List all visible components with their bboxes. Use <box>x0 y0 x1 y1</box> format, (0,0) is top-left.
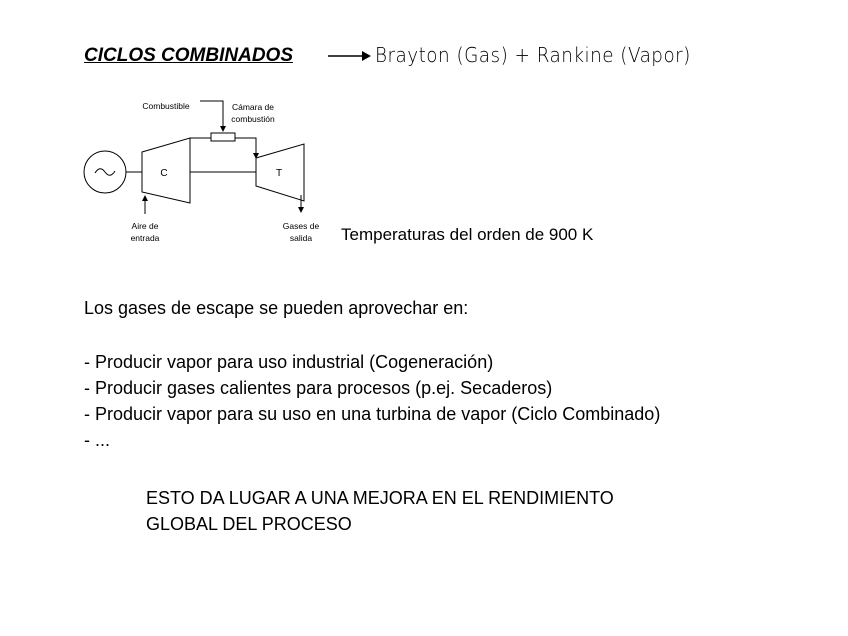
exhaust-label-line1: Gases de <box>282 221 320 231</box>
chamber-label-line2: combustión <box>231 114 275 124</box>
uses-list <box>84 349 660 453</box>
arrow-right-icon <box>326 48 372 64</box>
handwritten-note: Brayton (Gas) + Rankine (Vapor) <box>375 43 691 67</box>
temperature-note: Temperaturas del orden de 900 K <box>341 225 594 244</box>
list-item: - ... <box>84 430 110 450</box>
compressor-label: C <box>160 168 168 179</box>
gas-turbine-diagram <box>78 95 338 250</box>
turbine-label: T <box>275 168 283 179</box>
generator-icon <box>84 151 126 193</box>
fuel-label: Combustible <box>142 101 190 111</box>
conclusion-line-2: GLOBAL DEL PROCESO <box>146 514 352 534</box>
list-item: - Producir gases calientes para procesos (p.ej. Secaderos) <box>84 378 553 398</box>
conclusion-line-1: ESTO DA LUGAR A UNA MEJORA EN EL RENDIMIENTO <box>146 488 614 508</box>
conclusion <box>146 485 614 537</box>
chamber-label-line1: Cámara de <box>231 102 275 112</box>
air-inlet-label-line1: Aire de <box>131 221 159 231</box>
combustion-chamber <box>211 133 235 141</box>
list-item: - Producir vapor para su uso en una turbina de vapor (Ciclo Combinado) <box>84 404 661 424</box>
intro-text: Los gases de escape se pueden aprovechar en: <box>84 298 469 318</box>
exhaust-label-line2: salida <box>289 233 313 243</box>
page-title: CICLOS COMBINADOS <box>84 45 293 66</box>
air-inlet-label-line2: entrada <box>130 233 160 243</box>
list-item: - Producir vapor para uso industrial (Cogeneración) <box>84 352 494 372</box>
